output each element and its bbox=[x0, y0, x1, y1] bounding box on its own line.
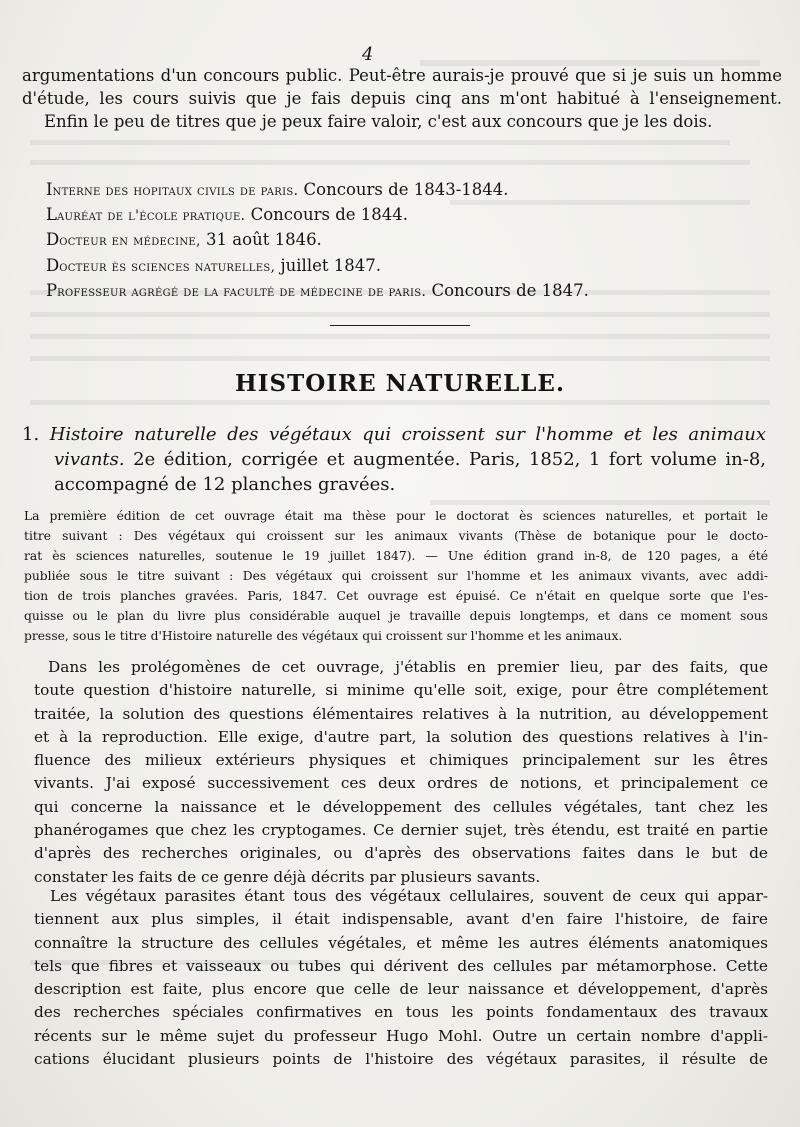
note-line: publiée sous le titre suivant : Des végétaux qui croissent sur l'homme et les animaux vivants, avec addi- bbox=[24, 569, 768, 583]
page-number: 4 bbox=[362, 44, 374, 65]
bibliography-entry-1 bbox=[22, 422, 766, 497]
entry-line: vivants. 2e édition, corrigée et augmentée. Paris, 1852, 1 fort volume in-8, bbox=[54, 449, 766, 470]
title-item: Professeur agrégé de la faculté de médecine de paris. Concours de 1847. bbox=[46, 280, 589, 300]
paragraph-line: Les végétaux parasites étant tous des végétaux cellulaires, souvent de ceux qui appar- bbox=[50, 887, 768, 905]
note-line: quisse ou le plan du livre plus considérable auquel je travaille depuis longtemps, et dans ce moment sous bbox=[24, 609, 768, 623]
paragraph-line: des recherches spéciales confirmatives en tous les points fondamentaux des travaux bbox=[34, 1003, 768, 1022]
note-line: presse, sous le titre d'Histoire naturelle des végétaux qui croissent sur l'homme et les animaux. bbox=[24, 629, 623, 643]
entry-line: accompagné de 12 planches gravées. bbox=[54, 474, 396, 495]
paragraph-line: traitée, la solution des questions élémentaires relatives à la nutrition, au développement bbox=[34, 704, 768, 723]
paragraph-line: qui concerne la naissance et le développement des cellules végétales, tant chez les bbox=[34, 797, 768, 816]
paragraph-line: et à la reproduction. Elle exige, d'autre part, la solution des questions relatives à l'in- bbox=[34, 727, 768, 746]
paragraph-line: connaître la structure des cellules végétales, et même les autres éléments anatomiques bbox=[34, 933, 768, 952]
paragraph-line: phanérogames que chez les cryptogames. Ce dernier sujet, très étendu, est traité en partie bbox=[34, 821, 768, 840]
entry-number: 1. bbox=[22, 424, 40, 445]
paragraph-line: récents sur le même sujet du professeur Hugo Mohl. Outre un certain nombre d'appli- bbox=[34, 1026, 768, 1045]
note-line: rat ès sciences naturelles, soutenue le 19 juillet 1847). — Une édition grand in-8, de 120 pages, a été bbox=[24, 549, 768, 563]
section-divider bbox=[330, 325, 470, 326]
title-item: Interne des hopitaux civils de paris. Concours de 1843-1844. bbox=[46, 180, 509, 199]
title-item: Docteur en médecine, 31 août 1846. bbox=[46, 230, 322, 250]
paragraph-2 bbox=[34, 885, 768, 1071]
paragraph-1 bbox=[34, 656, 768, 889]
note-line: titre suivant : Des végétaux qui croissent sur les animaux vivants (Thèse de botanique pour le docto- bbox=[24, 529, 768, 543]
paragraph-line: constater les faits de ce genre déjà décrits par plusieurs savants. bbox=[34, 867, 541, 886]
intro-line: Enfin le peu de titres que je peux faire valoir, c'est aux concours que je les dois. bbox=[44, 112, 713, 131]
title-item: Docteur ès sciences naturelles, juillet 1847. bbox=[46, 255, 381, 275]
paragraph-line: Dans les prolégomènes de cet ouvrage, j'établis en premier lieu, par des faits, que bbox=[48, 658, 768, 676]
note-line: tion de trois planches gravées. Paris, 1847. Cet ouvrage est épuisé. Ce n'était en quelque sorte que l'es- bbox=[24, 589, 768, 603]
paragraph-line: fluence des milieux extérieurs physiques et chimiques principalement sur les êtres bbox=[34, 751, 768, 770]
intro-paragraph bbox=[22, 64, 782, 133]
note-line: La première édition de cet ouvrage était ma thèse pour le doctorat ès sciences naturelles, et portait le bbox=[24, 509, 768, 523]
title-item: Lauréat de l'école pratique. Concours de 1844. bbox=[46, 205, 408, 225]
paragraph-line: description est faite, plus encore que celle de leur naissance et développement, d'après bbox=[34, 980, 768, 999]
paragraph-line: vivants. J'ai exposé successivement ces deux ordres de notions, et principalement ce bbox=[34, 774, 768, 793]
paragraph-line: toute question d'histoire naturelle, si minime qu'elle soit, exige, pour être complétement bbox=[34, 681, 768, 700]
intro-line: argumentations d'un concours public. Peut-être aurais-je prouvé que si je suis un homme bbox=[22, 66, 782, 85]
paragraph-line: d'après des recherches originales, ou d'après des observations faites dans le but de bbox=[34, 844, 768, 863]
entry-line: 1. Histoire naturelle des végétaux qui croissent sur l'homme et les animaux bbox=[22, 424, 766, 445]
titles-list bbox=[46, 178, 766, 304]
paragraph-line: tels que fibres et vaisseaux ou tubes qui dérivent des cellules par métamorphose. Cette bbox=[34, 956, 768, 975]
paragraph-line: cations élucidant plusieurs points de l'histoire des végétaux parasites, il résulte de bbox=[34, 1050, 768, 1069]
paragraph-line: tiennent aux plus simples, il était indispensable, avant d'en faire l'histoire, de faire bbox=[34, 910, 768, 929]
section-heading: HISTOIRE NATURELLE. bbox=[235, 370, 565, 397]
intro-line: d'étude, les cours suivis que je fais depuis cinq ans m'ont habitué à l'enseignement. bbox=[22, 89, 782, 108]
entry-note bbox=[24, 506, 768, 646]
